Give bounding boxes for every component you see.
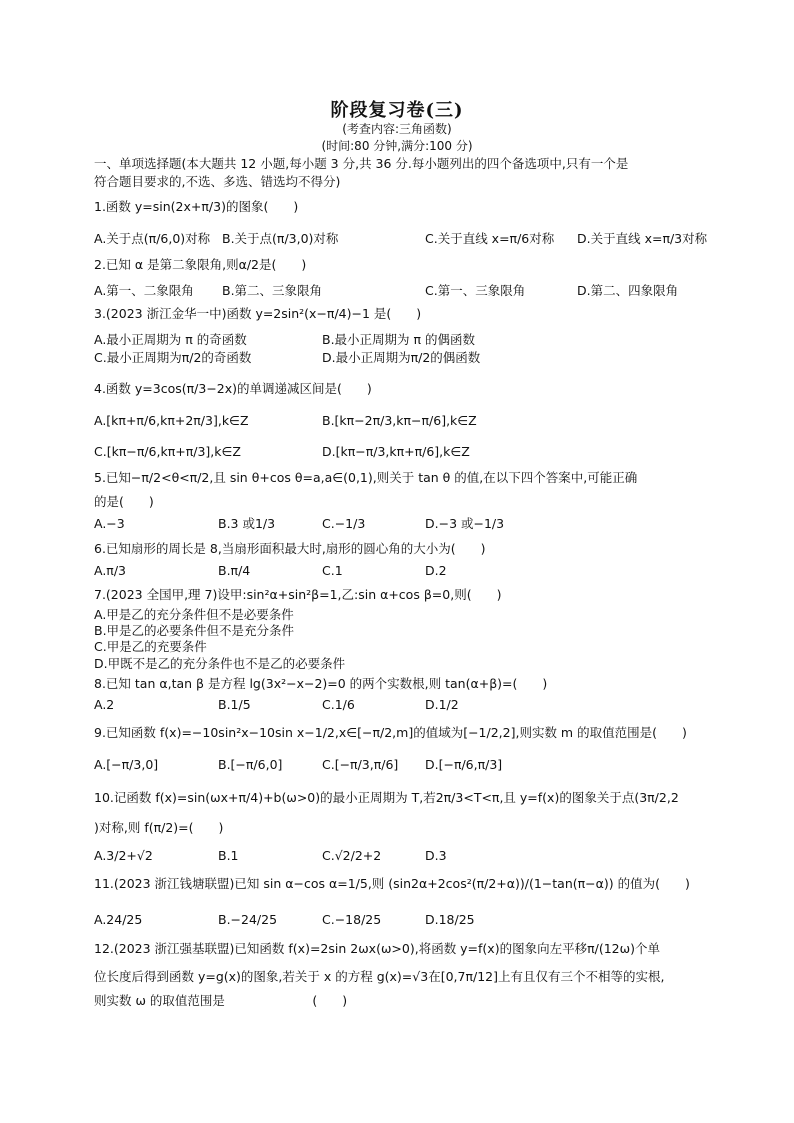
question-2-option-b: B.第二、三象限角 xyxy=(222,283,323,298)
question-4-option-a: A.[kπ+π/6,kπ+2π/3],k∈Z xyxy=(94,413,249,428)
question-4-option-c: C.[kπ−π/6,kπ+π/3],k∈Z xyxy=(94,444,241,459)
page-title: 阶段复习卷(三) xyxy=(330,100,464,121)
question-12-stem-cont: 位长度后得到函数 y=g(x)的图象,若关于 x 的方程 g(x)=√3在[0,7π/12]上有且仅有三个不相等的实根, xyxy=(94,969,665,984)
question-7-option-d: D.甲既不是乙的充分条件也不是乙的必要条件 xyxy=(94,656,346,671)
question-9-option-b: B.[−π/6,0] xyxy=(218,757,283,772)
question-3-option-d: D.最小正周期为π/2的偶函数 xyxy=(322,350,481,365)
question-11-option-b: B.−24/25 xyxy=(218,912,278,927)
question-10-stem-cont: )对称,则 f(π/2)=( ) xyxy=(94,820,224,835)
question-4-stem: 4.函数 y=3cos(π/3−2x)的单调递减区间是( ) xyxy=(94,381,372,396)
question-7-option-b: B.甲是乙的必要条件但不是充分条件 xyxy=(94,623,295,638)
question-11-option-c: C.−18/25 xyxy=(322,912,382,927)
question-1-option-a: A.关于点(π/6,0)对称 xyxy=(94,231,211,246)
question-3-stem: 3.(2023 浙江金华一中)函数 y=2sin²(x−π/4)−1 是( ) xyxy=(94,306,422,321)
section-heading-line1: 一、单项选择题(本大题共 12 小题,每小题 3 分,共 36 分.每小题列出的四个备选项中,只有一个是 xyxy=(94,156,629,171)
question-2-option-a: A.第一、二象限角 xyxy=(94,283,194,298)
question-8-option-d: D.1/2 xyxy=(425,697,459,712)
question-5-stem: 5.已知−π/2<θ<π/2,且 sin θ+cos θ=a,a∈(0,1),则关于 tan θ 的值,在以下四个答案中,可能正确 xyxy=(94,470,638,485)
question-9-option-d: D.[−π/6,π/3] xyxy=(425,757,503,772)
subtitle-content: (考查内容:三角函数) xyxy=(342,122,452,136)
section-heading-line2: 符合题目要求的,不选、多选、错选均不得分) xyxy=(94,174,341,189)
question-11-option-a: A.24/25 xyxy=(94,912,143,927)
question-3-option-a: A.最小正周期为 π 的奇函数 xyxy=(94,332,247,347)
question-5-option-c: C.−1/3 xyxy=(322,516,366,531)
question-2-option-c: C.第一、三象限角 xyxy=(425,283,526,298)
question-2-option-d: D.第二、四象限角 xyxy=(577,283,679,298)
question-6-option-c: C.1 xyxy=(322,563,343,578)
subtitle-time: (时间:80 分钟,满分:100 分) xyxy=(321,139,473,153)
question-6-option-a: A.π/3 xyxy=(94,563,126,578)
question-8-option-b: B.1/5 xyxy=(218,697,251,712)
question-9-option-a: A.[−π/3,0] xyxy=(94,757,159,772)
question-3-option-c: C.最小正周期为π/2的奇函数 xyxy=(94,350,252,365)
question-11-option-d: D.18/25 xyxy=(425,912,475,927)
question-1-option-d: D.关于直线 x=π/3对称 xyxy=(577,231,708,246)
question-12-stem-cont2: 则实数 ω 的取值范围是 ( ) xyxy=(94,993,348,1008)
question-8-stem: 8.已知 tan α,tan β 是方程 lg(3x²−x−2)=0 的两个实数根,则 tan(α+β)=( ) xyxy=(94,676,548,691)
question-5-option-b: B.3 或1/3 xyxy=(218,516,276,531)
question-4-option-b: B.[kπ−2π/3,kπ−π/6],k∈Z xyxy=(322,413,477,428)
question-6-option-b: B.π/4 xyxy=(218,563,251,578)
question-10-option-c: C.√2/2+2 xyxy=(322,848,382,863)
question-3-option-b: B.最小正周期为 π 的偶函数 xyxy=(322,332,476,347)
question-8-option-a: A.2 xyxy=(94,697,115,712)
question-10-option-a: A.3/2+√2 xyxy=(94,848,153,863)
question-10-stem: 10.记函数 f(x)=sin(ωx+π/4)+b(ω>0)的最小正周期为 T,若2π/3<T<π,且 y=f(x)的图象关于点(3π/2,2 xyxy=(94,790,679,805)
question-8-option-c: C.1/6 xyxy=(322,697,355,712)
question-10-option-b: B.1 xyxy=(218,848,239,863)
question-5-stem-cont: 的是( ) xyxy=(94,494,154,509)
question-7-stem: 7.(2023 全国甲,理 7)设甲:sin²α+sin²β=1,乙:sin α+cos β=0,则( ) xyxy=(94,587,502,602)
question-5-option-a: A.−3 xyxy=(94,516,125,531)
question-11-stem: 11.(2023 浙江钱塘联盟)已知 sin α−cos α=1/5,则 (sin2α+2cos²(π/2+α))/(1−tan(π−α)) 的值为( ) xyxy=(94,876,690,891)
question-9-stem: 9.已知函数 f(x)=−10sin²x−10sin x−1/2,x∈[−π/2,m]的值域为[−1/2,2],则实数 m 的取值范围是( ) xyxy=(94,725,687,740)
question-2-stem: 2.已知 α 是第二象限角,则α/2是( ) xyxy=(94,257,307,272)
question-5-option-d: D.−3 或−1/3 xyxy=(425,516,505,531)
question-4-option-d: D.[kπ−π/3,kπ+π/6],k∈Z xyxy=(322,444,470,459)
question-1-option-b: B.关于点(π/3,0)对称 xyxy=(222,231,339,246)
question-6-stem: 6.已知扇形的周长是 8,当扇形面积最大时,扇形的圆心角的大小为( ) xyxy=(94,541,486,556)
question-6-option-d: D.2 xyxy=(425,563,447,578)
question-12-stem: 12.(2023 浙江强基联盟)已知函数 f(x)=2sin 2ωx(ω>0),将函数 y=f(x)的图象向左平移π/(12ω)个单 xyxy=(94,941,660,956)
question-1-stem: 1.函数 y=sin(2x+π/3)的图象( ) xyxy=(94,199,299,214)
question-10-option-d: D.3 xyxy=(425,848,447,863)
question-9-option-c: C.[−π/3,π/6] xyxy=(322,757,399,772)
question-7-option-a: A.甲是乙的充分条件但不是必要条件 xyxy=(94,607,294,622)
question-7-option-c: C.甲是乙的充要条件 xyxy=(94,639,207,654)
question-1-option-c: C.关于直线 x=π/6对称 xyxy=(425,231,555,246)
